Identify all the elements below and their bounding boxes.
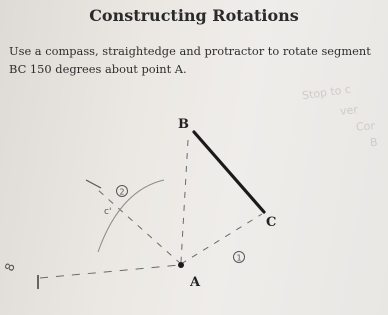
dashed-line-rotated — [98, 187, 181, 264]
left-margin-mark: 8 — [2, 261, 18, 274]
faded-note-line-3: Cor — [355, 119, 376, 134]
faded-note-line-2: ver — [339, 103, 359, 118]
label-c: C — [266, 215, 277, 230]
dashed-line-ba — [181, 140, 188, 262]
point-a-dot — [178, 262, 184, 268]
segment-bc — [194, 132, 264, 212]
faded-note-line-1: Stop to c — [301, 82, 352, 103]
instructions-text: Use a compass, straightedge and protractor to rotate segment BC 150 degrees about point A. — [9, 44, 371, 76]
c-prime-label: c' — [104, 207, 112, 217]
dashed-line-ac — [181, 214, 262, 264]
step-two-number: 2 — [119, 187, 125, 197]
worksheet-title: Constructing Rotations — [89, 6, 299, 25]
label-b: B — [178, 117, 189, 132]
faded-note-line-4: B — [369, 135, 378, 150]
step-one-number: 1 — [236, 253, 242, 263]
pencil-tick — [86, 180, 101, 188]
label-a: A — [190, 275, 201, 290]
dashed-line-reference — [40, 265, 180, 278]
